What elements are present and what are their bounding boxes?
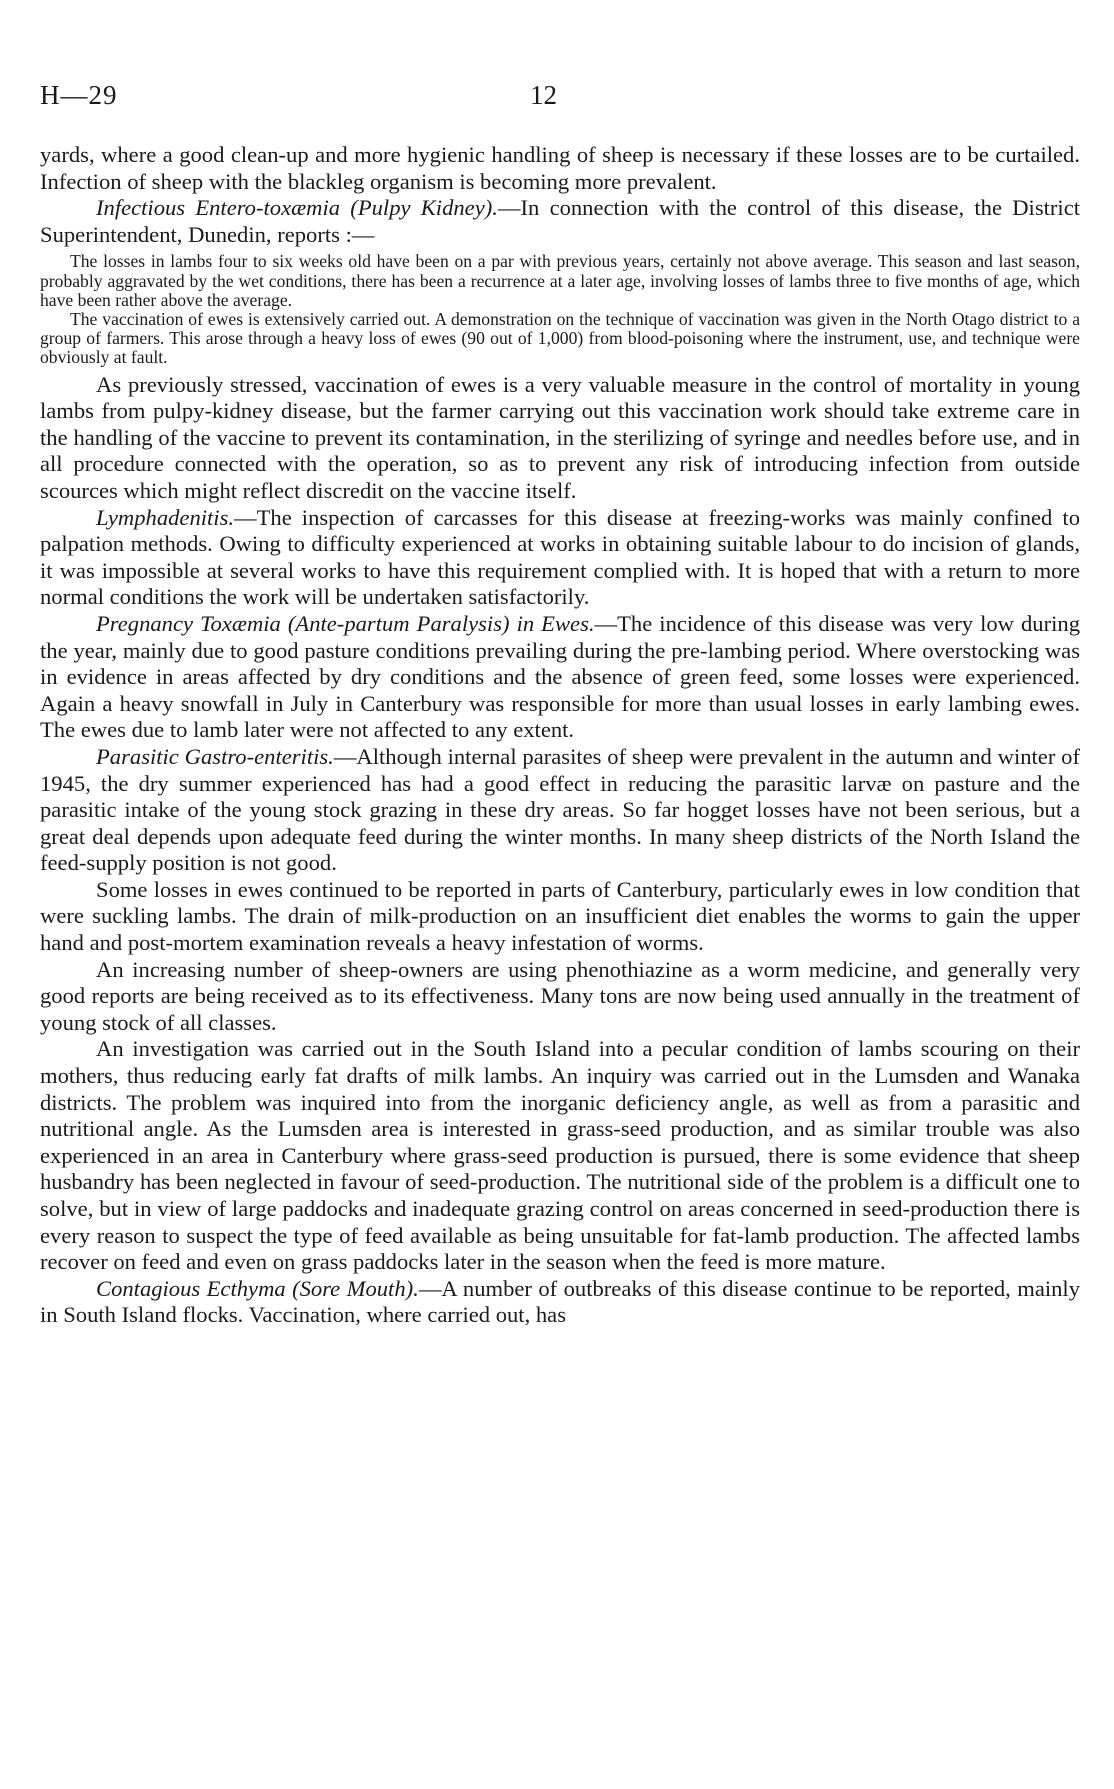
paragraph-text: —A number of outbreaks of this disease continue to be reported, mainly in South Island flocks. Vaccination, where carried out, has bbox=[40, 1275, 1080, 1328]
paragraph-text: —In connection with the control of this disease, the District Superintendent, Dunedin, reports :— bbox=[40, 195, 1080, 247]
paragraph-text: yards, where a good clean-up and more hygienic handling of sheep is necessary if these losses are to be curtailed. Infection of sheep with the blackleg organism is becoming more prevalent. bbox=[40, 142, 1080, 194]
paragraph bbox=[40, 505, 1080, 611]
quoted-paragraph: The losses in lambs four to six weeks old have been on a par with previous years, certainly not above average. This season and last season, probably aggravated by the wet conditions, there has been a recurrence at a later age, involving losses of lambs three to five months of age, which have been rather above the average. bbox=[40, 251, 1080, 310]
paragraph bbox=[40, 1276, 1080, 1329]
paragraph bbox=[40, 195, 1080, 248]
paragraph bbox=[40, 611, 1080, 744]
report-code: H—29 bbox=[40, 80, 118, 110]
paragraph bbox=[40, 142, 1080, 195]
paragraph bbox=[40, 957, 1080, 1037]
section-heading: Parasitic Gastro-enteritis. bbox=[96, 743, 334, 769]
section-heading: Pregnancy Toxæmia (Ante-partum Paralysis) in Ewes. bbox=[96, 610, 595, 636]
quoted-paragraph: The vaccination of ewes is extensively carried out. A demonstration on the technique of vaccination was given in the North Otago district to a group of farmers. This arose through a heavy loss of ewes (90 out of 1,000) from blood-poisoning where the instrument, use, and technique were obviously at fault. bbox=[40, 308, 1080, 368]
section-heading: Lymphadenitis. bbox=[96, 504, 235, 530]
paragraph-text: An increasing number of sheep-owners are using phenothiazine as a worm medicine, and generally very good reports are being received as to its effectiveness. Many tons are now being used annually in the treatment of young stock of all classes. bbox=[40, 956, 1080, 1035]
document-page bbox=[40, 0, 1080, 1789]
paragraph bbox=[40, 1036, 1080, 1275]
paragraph bbox=[40, 372, 1080, 505]
body-text bbox=[40, 142, 1080, 1329]
section-heading: Contagious Ecthyma (Sore Mouth). bbox=[96, 1275, 419, 1301]
section-heading: Infectious Entero-toxæmia (Pulpy Kidney). bbox=[96, 195, 498, 221]
paragraph-text: —Although internal parasites of sheep were prevalent in the autumn and winter of 1945, the dry summer experienced has had a good effect in reducing the parasitic larvæ on pasture and the parasitic intake of the young stock grazing in these dry areas. So far hogget losses have not been serious, but a great deal depends upon adequate feed during the winter months. In many sheep districts of the North Island the feed-supply position is not good. bbox=[40, 743, 1080, 876]
paragraph-text: As previously stressed, vaccination of ewes is a very valuable measure in the control of mortality in young lambs from pulpy-kidney disease, but the farmer carrying out this vaccination work should take extreme care in the handling of the vaccine to prevent its contamination, in the sterilizing of syringe and needles before use, and in all procedure connected with the operation, so as to prevent any risk of introducing infection from outside scources which might reflect discredit on the vaccine itself. bbox=[40, 371, 1080, 503]
paragraph-text: —The inspection of carcasses for this disease at freezing-works was mainly confined to palpation methods. Owing to difficulty experienced at works in obtaining suitable labour to do incision of glands, it was impossible at several works to have this requirement complied with. It is hoped that with a return to more normal conditions the work will be undertaken satisfactorily. bbox=[40, 504, 1080, 610]
paragraph bbox=[40, 744, 1080, 877]
paragraph-text: —The incidence of this disease was very low during the year, mainly due to good pasture conditions prevailing during the pre-lambing period. Where overstocking was in evidence in areas affected by dry conditions and the absence of green feed, some losses were experienced. Again a heavy snowfall in July in Canterbury was responsible for more than usual losses in early lambing ewes. The ewes due to lamb later were not affected to any extent. bbox=[40, 610, 1080, 743]
paragraph-text: Some losses in ewes continued to be reported in parts of Canterbury, particularly ewes in low condition that were suckling lambs. The drain of milk-production on an insufficient diet enables the worms to gain the upper hand and post-mortem examination reveals a heavy infestation of worms. bbox=[40, 876, 1080, 956]
paragraph-text: An investigation was carried out in the South Island into a pecular condition of lambs scouring on their mothers, thus reducing early fat drafts of milk lambs. An inquiry was carried out in the Lumsden and Wanaka districts. The problem was inquired into from the inorganic deficiency angle, as well as from a parasitic and nutritional angle. As the Lumsden area is interested in grass-seed production, and as similar trouble was also experienced in an area in Canterbury where grass-seed production is pursued, there is some evidence that sheep husbandry has been neglected in favour of seed-production. The nutritional side of the problem is a difficult one to solve, but in view of large paddocks and inadequate grazing control on areas concerned in seed-production there is every reason to suspect the type of feed available as being unsuitable for fat-lamb production. The affected lambs recover on feed and even on grass paddocks later in the season when the feed is more mature. bbox=[40, 1036, 1080, 1275]
page-header bbox=[40, 80, 1080, 120]
paragraph bbox=[40, 877, 1080, 957]
page-number: 12 bbox=[530, 80, 557, 110]
